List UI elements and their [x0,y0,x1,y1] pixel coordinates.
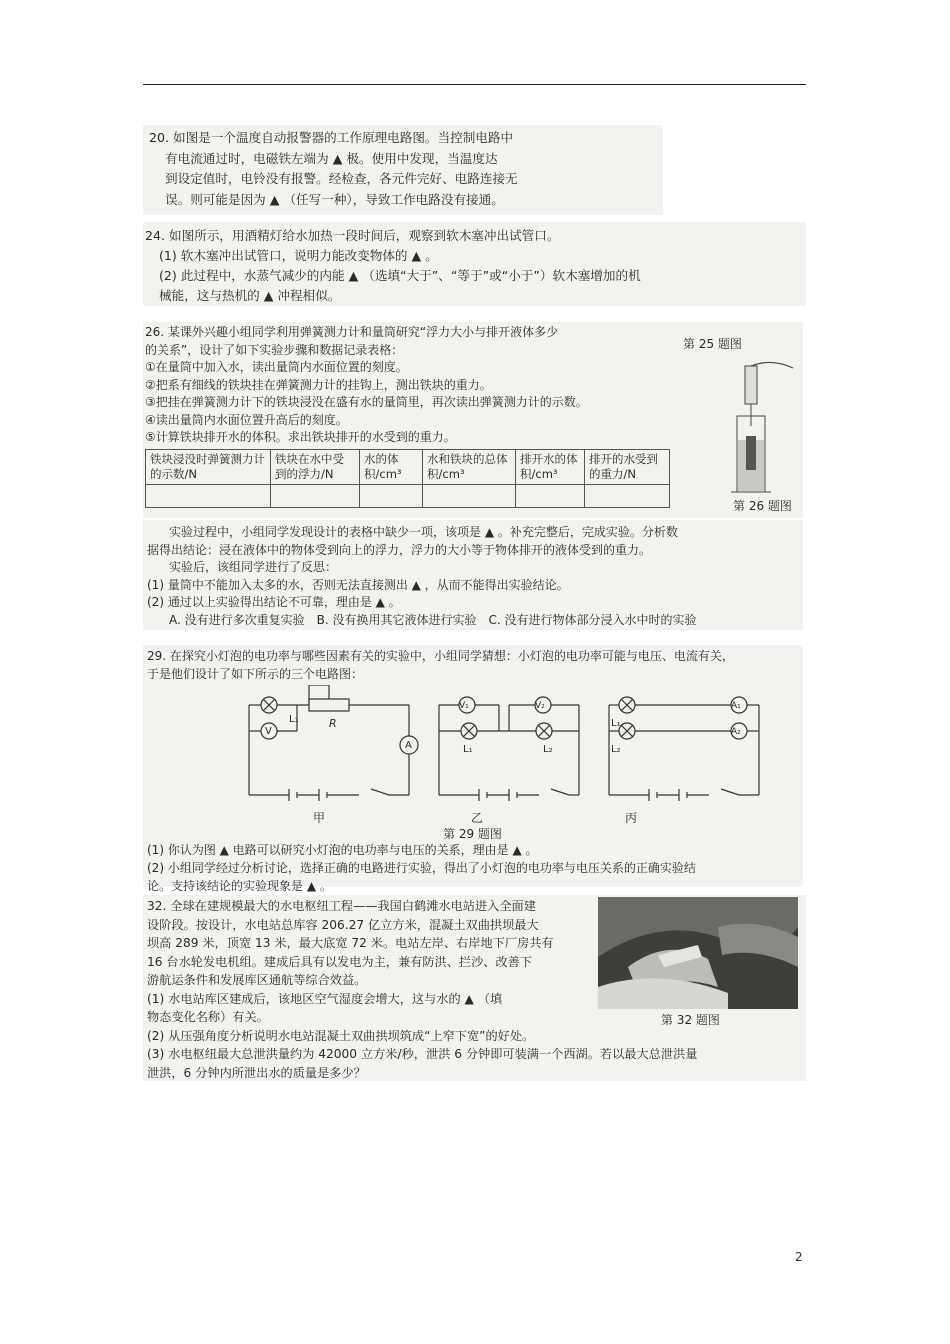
q32-line: 游航运条件和发展库区通航等综合效益。 [147,973,367,987]
q20-line: 到设定值时，电铃没有报警。经检查，各元件完好、电路连接无 [165,171,518,186]
q32-line: (1) 水电站库区建成后，该地区空气湿度会增大，这与水的 ▲ （填 [147,991,503,1006]
circuit-jia [249,685,418,801]
q26-line: 的关系”，设计了如下实验步骤和数据记录表格： [145,342,404,357]
circuit-diagrams [239,685,779,825]
q26-line: ③把挂在弹簧测力计下的铁块浸没在盛有水的量筒里，再次读出弹簧测力计的示数。 [145,395,588,409]
label-l2-yi: L₂ [543,744,553,755]
question-26 [143,322,803,518]
q32-line: 坝高 289 米，顶宽 13 米，最大底宽 72 米。电站左岸、右岸地下厂房共有 [147,936,554,950]
q26-line: 26. 某课外兴趣小组同学利用弹簧测力计和量筒研究“浮力大小与排开液体多少 [145,325,559,339]
q24-line: 24. 如图所示，用酒精灯给水加热一段时间后，观察到软木塞冲出试管口。 [145,228,560,243]
q20-line: 有电流通过时，电磁铁左端为 ▲ 极。使用中发现，当温度达 [165,150,498,166]
q26-line: ⑤计算铁块排开水的体积。求出铁块排开的水受到的重力。 [145,430,456,444]
q24-line: 械能，这与热机的 ▲ 冲程相似。 [159,288,341,303]
circuit-label-yi: 乙 [471,811,484,825]
label-a1-bing: A₁ [731,701,741,711]
dam-photo [598,897,798,1009]
header-rule [143,84,806,85]
q20-line: 误。则可能是因为 ▲ （任写一种），导致工作电路没有接通。 [165,191,504,207]
q26-line: ②把系有细线的铁块挂在弹簧测力计的挂钩上，测出铁块的重力。 [145,377,492,392]
table-header-cell: 水和铁块的总体积/cm³ [423,449,516,484]
circuit-label-jia: 甲 [313,811,326,825]
question-24 [143,222,806,306]
fig25-caption: 第 25 题图 [683,337,742,351]
label-v-jia: V [265,726,272,737]
label-a-jia: A [405,740,412,751]
label-l2-bing: L₂ [611,744,621,755]
table-header-cell: 排开的水受到的重力/N [585,449,670,484]
data-record-table [145,449,670,508]
q29-after-line: 论。支持该结论的实验现象是 ▲ 。 [147,879,332,893]
q32-line: 设阶段。按设计，水电站总库容 206.27 亿立方米，混凝土双曲拱坝最大 [147,917,539,932]
label-a2-bing: A₂ [731,727,741,737]
fig26-caption: 第 26 题图 [733,499,792,513]
table-cell [271,484,360,507]
q26-cont-line: 实验过程中，小组同学发现设计的表格中缺少一项，该项是 ▲ 。补充完整后，完成实验。分析数 [169,525,678,539]
question-29 [143,645,803,893]
label-l1-bing: L₁ [611,718,621,729]
table-cell [423,484,516,507]
page-number: 2 [795,1250,803,1264]
q29-line: 于是他们设计了如下所示的三个电路图： [147,667,364,681]
table-cell [516,484,585,507]
q29-after [147,841,696,895]
q26-line: ④读出量筒内水面位置升高后的刻度。 [145,412,348,427]
question-20 [143,125,663,215]
question-26-continued [143,520,803,630]
label-l1-jia: L₁ [289,714,299,725]
q26-cont-line: (2) 通过以上实验得出结论不可靠，理由是 ▲ 。 [147,595,401,609]
label-v2-yi: V₂ [535,701,545,711]
q26-line: ①在量筒中加入水，读出量筒内水面位置的刻度。 [145,360,408,374]
fig32-caption: 第 32 题图 [661,1013,720,1027]
table-cell [585,484,670,507]
table-header-cell: 水的体积/cm³ [360,449,423,484]
circuit-label-bing: 丙 [625,811,638,825]
q32-line: 物态变化名称）有关。 [147,1010,269,1024]
label-l1-yi: L₁ [463,744,473,755]
question-32 [143,895,806,1081]
table-header-row [146,449,670,484]
table-cell [360,484,423,507]
q32-line: (2) 从压强角度分析说明水电站混凝土双曲拱坝筑成“上窄下宽”的好处。 [147,1028,535,1043]
q26-cont-line: (1) 量筒中不能加入太多的水，否则无法直接测出 ▲ ，从而不能得出实验结论。 [147,577,569,592]
table-cell [146,484,271,507]
q20-line: 20. 如图是一个温度自动报警器的工作原理电路图。当控制电路中 [149,130,514,145]
q32-line: 泄洪，6 分钟内所泄出水的质量是多少？ [147,1065,366,1080]
q26-cont-line: 实验后，该组同学进行了反思： [169,560,338,574]
table-row [146,484,670,507]
q26-cont-line: A. 没有进行多次重复实验 B. 没有换用其它液体进行实验 C. 没有进行物体部分浸入水中时的实验 [169,612,697,627]
q29-line: 29. 在探究小灯泡的电功率与哪些因素有关的实验中，小组同学猜想：小灯泡的电功率可能与电压、电流有关， [147,649,734,663]
label-v1-yi: V₁ [459,701,469,711]
q24-line: (2) 此过程中，水蒸气减少的内能 ▲ （选填“大于”、“等于”或“小于”）软木塞增加的机 [159,268,641,283]
q26-cont-line: 据得出结论：浸在液体中的物体受到向上的浮力，浮力的大小等于物体排开的液体受到的重力。 [147,542,652,557]
fig29-caption: 第 29 题图 [443,827,502,841]
q29-after-line: (1) 你认为图 ▲ 电路可以研究小灯泡的电功率与电压的关系，理由是 ▲ 。 [147,843,538,857]
q24-line: (1) 软木塞冲出试管口，说明力能改变物体的 ▲ 。 [159,248,438,263]
q29-after-line: (2) 小组同学经过分析讨论，选择正确的电路进行实验，得出了小灯泡的电功率与电压关系的正确实验结 [147,861,696,875]
table-header-cell: 铁块在水中受到的浮力/N [271,449,360,484]
table-header-cell: 铁块浸没时弹簧测力计的示数/N [146,449,271,484]
label-r-jia: R [329,717,337,730]
q32-line: (3) 水电枢纽最大总泄洪量约为 42000 立方米/秒，泄洪 6 分钟即可装满一个西湖。若以最大总泄洪量 [147,1047,698,1061]
spring-scale-cylinder-figure [731,356,801,496]
q32-line: 16 台水轮发电机组。建成后具有以发电为主，兼有防洪、拦沙、改善下 [147,954,533,969]
table-header-cell: 排开水的体积/cm³ [516,449,585,484]
q32-line: 32. 全球在建规模最大的水电枢纽工程——我国白鹤滩水电站进入全面建 [147,899,536,913]
